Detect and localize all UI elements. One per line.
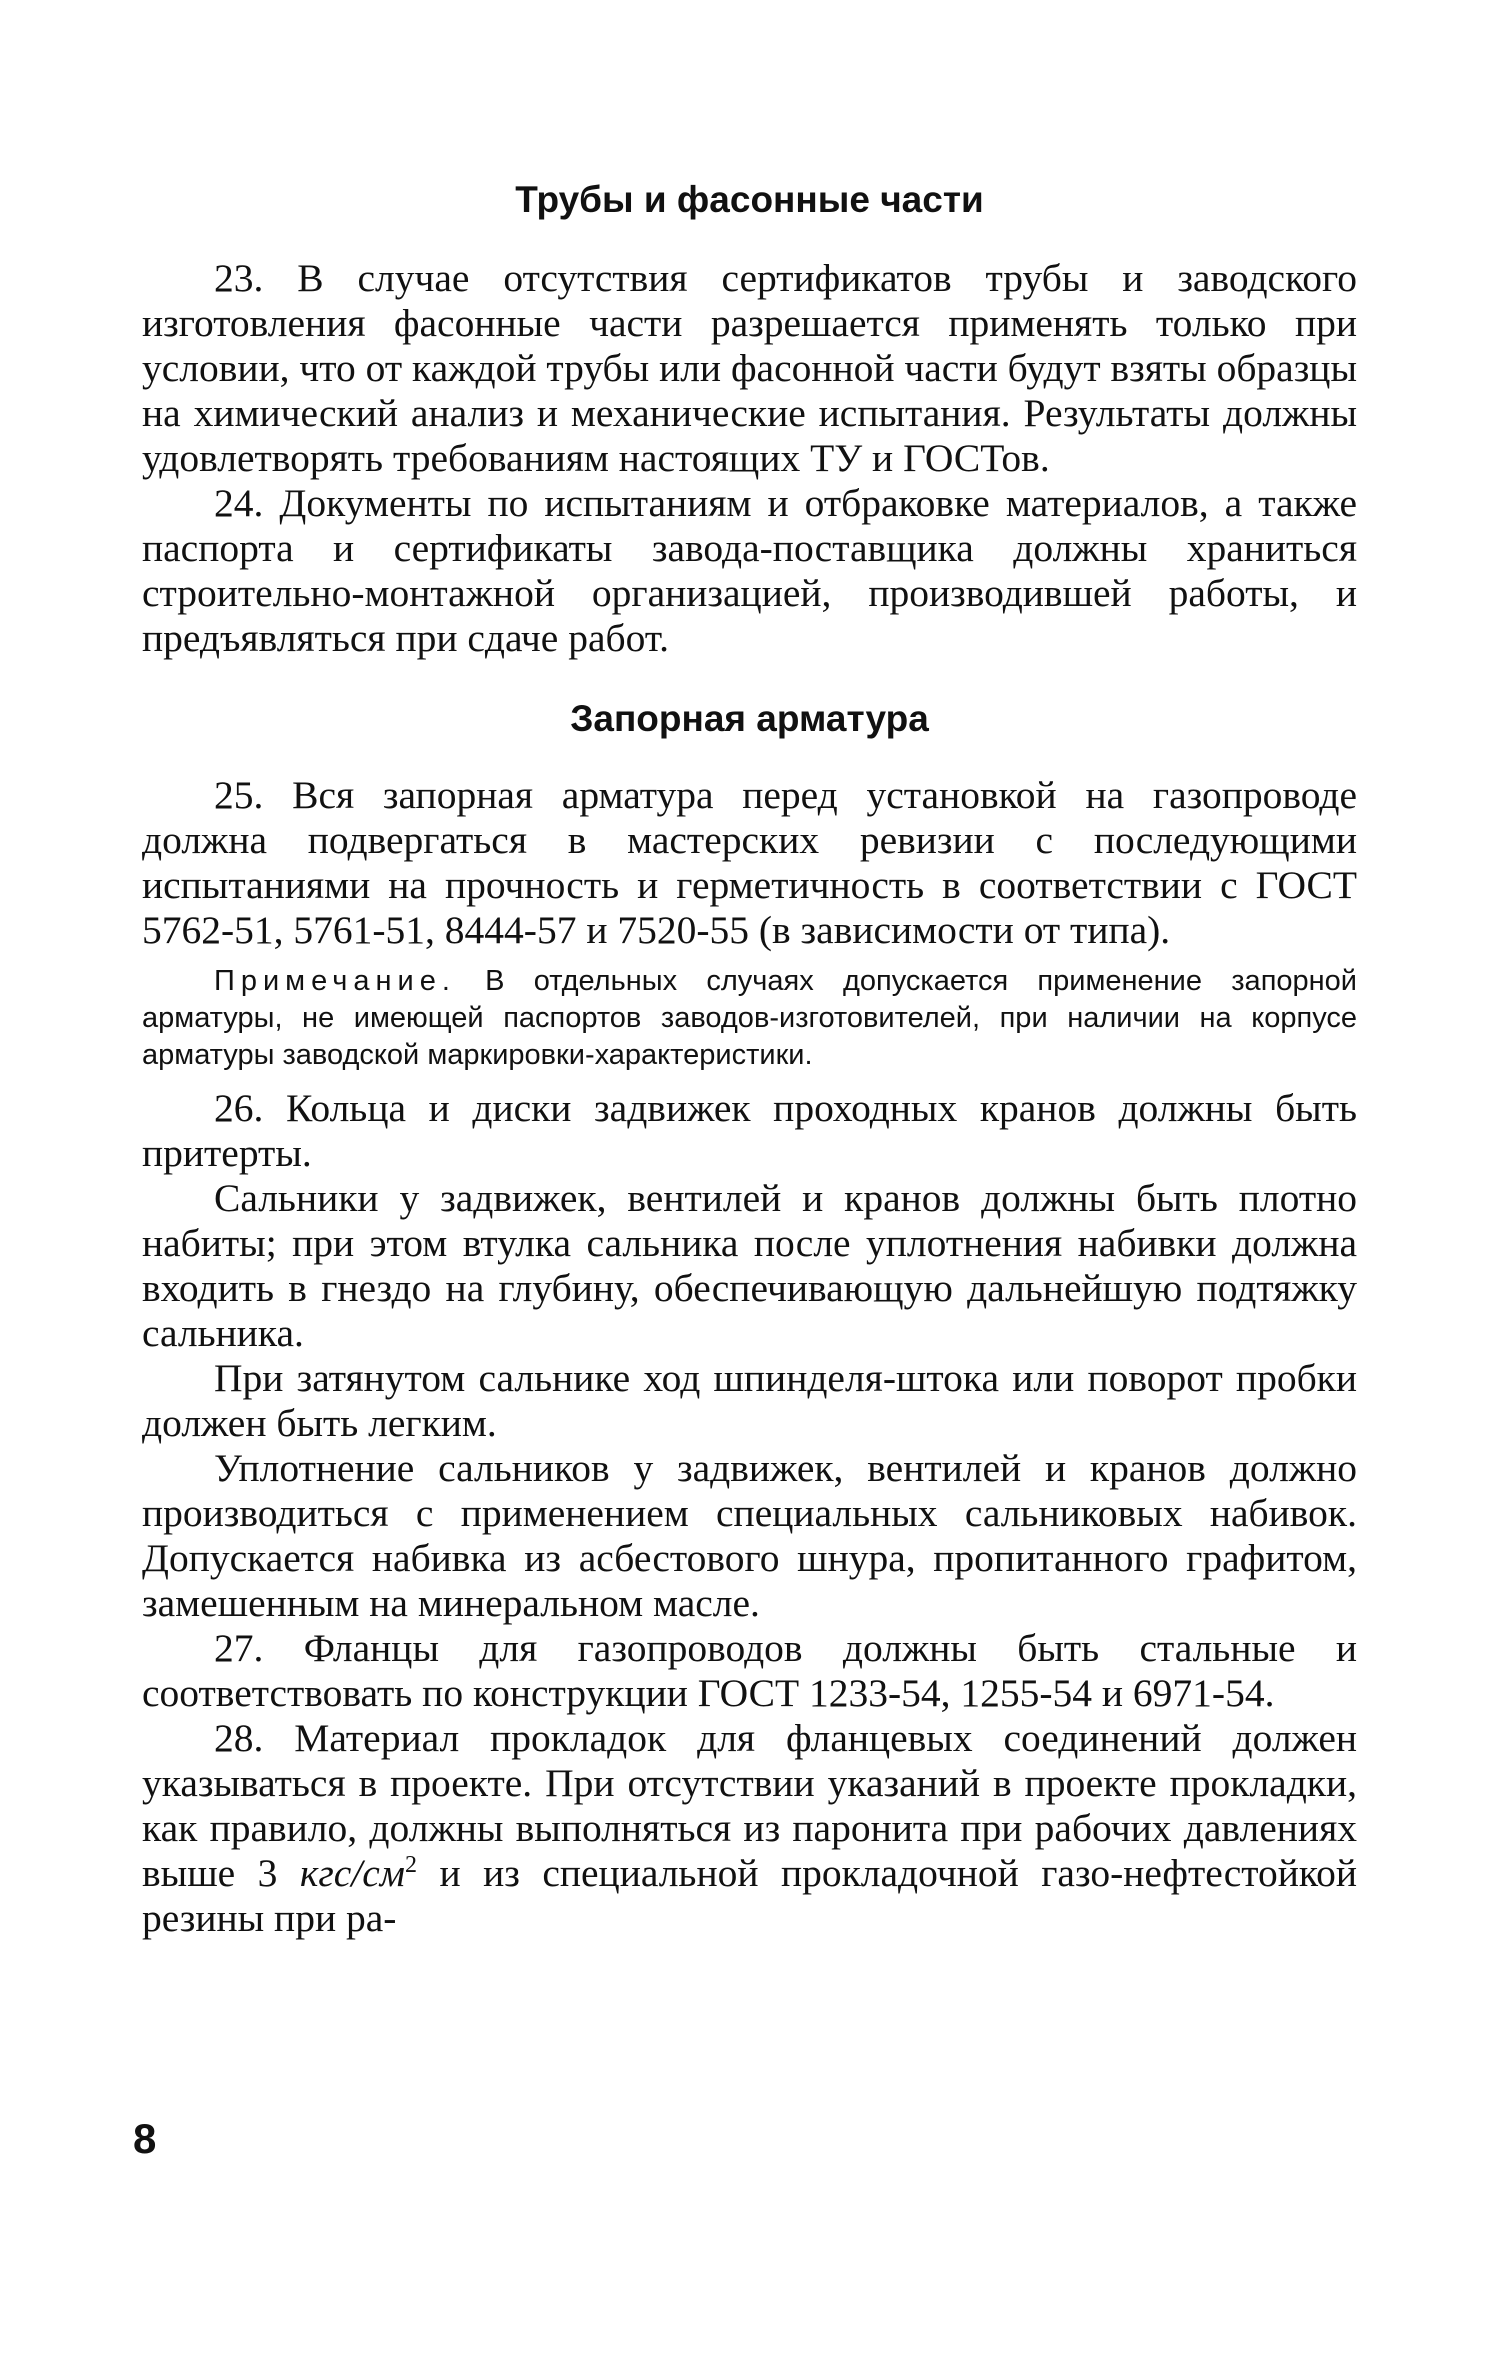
pressure-unit: кгс/см <box>299 1851 406 1895</box>
paragraph-26-packing: Уплотнение сальников у задвижек, вентилей и кранов должно производиться с применением специальных сальниковых набивок. Допускается набивка из асбестового шнура, пропитанного графитом, замешенным на минеральном масле. <box>142 1446 1357 1625</box>
paragraph-23: 23. В случае отсутствия сертификатов трубы и заводского изготовления фасонные части разрешается применять только при условии, что от каждой трубы или фасонной части будут взяты образцы на химический анализ и механические испытания. Результаты должны удовлетворять требованиям настоящих ТУ и ГОСТов. <box>142 256 1357 480</box>
paragraph-26: 26. Кольца и диски задвижек проходных кранов должны быть притерты. <box>142 1086 1357 1175</box>
note-text: В отдельных случаях допускается применение запорной арматуры, не имеющей паспортов заводов-изготовителей, при наличии на корпусе арматуры заводской маркировки-характеристики. <box>142 965 1357 1071</box>
document-page <box>142 170 1357 1941</box>
note-label: Примечание. <box>214 965 456 997</box>
paragraph-28-start: 28. Материал прокладок для фланцевых соединений должен указываться в проекте. При отсутствии указаний в проекте прокладки, как правило, должны выполняться из паронита при рабочих давлениях выше 3 <box>142 1716 1357 1895</box>
paragraph-28 <box>142 1716 1357 1941</box>
paragraph-26-stuffing: Сальники у задвижек, вентилей и кранов должны быть плотно набиты; при этом втулка сальника после уплотнения набивки должна входить в гнездо на глубину, обеспечивающую дальнейшую подтяжку сальника. <box>142 1176 1357 1355</box>
paragraph-25: 25. Вся запорная арматура перед установкой на газопроводе должна подвергаться в мастерских ревизии с последующими испытаниями на прочность и герметичность в соответствии с ГОСТ 5762-51, 5761-51, 8444-57 и 7520-55 (в зависимости от типа). <box>142 773 1357 952</box>
paragraph-27: 27. Фланцы для газопроводов должны быть стальные и соответствовать по конструкции ГОСТ 1233-54, 1255-54 и 6971-54. <box>142 1626 1357 1715</box>
paragraph-26-spindle: При затянутом сальнике ход шпинделя-штока или поворот пробки должен быть легким. <box>142 1356 1357 1445</box>
note <box>142 963 1357 1074</box>
section-heading-pipes: Трубы и фасонные части <box>515 179 984 220</box>
paragraph-28-end: и из специальной прокладочной газо-нефтестойкой резины при ра- <box>142 1851 1358 1940</box>
pressure-unit-exponent: 2 <box>405 1851 418 1878</box>
page-number: 8 <box>133 2115 157 2162</box>
section-heading-valves: Запорная арматура <box>570 698 929 739</box>
paragraph-24: 24. Документы по испытаниям и отбраковке материалов, а также паспорта и сертификаты завода-поставщика должны храниться строительно-монтажной организацией, производившей работы, и предъявляться при сдаче работ. <box>142 481 1357 660</box>
